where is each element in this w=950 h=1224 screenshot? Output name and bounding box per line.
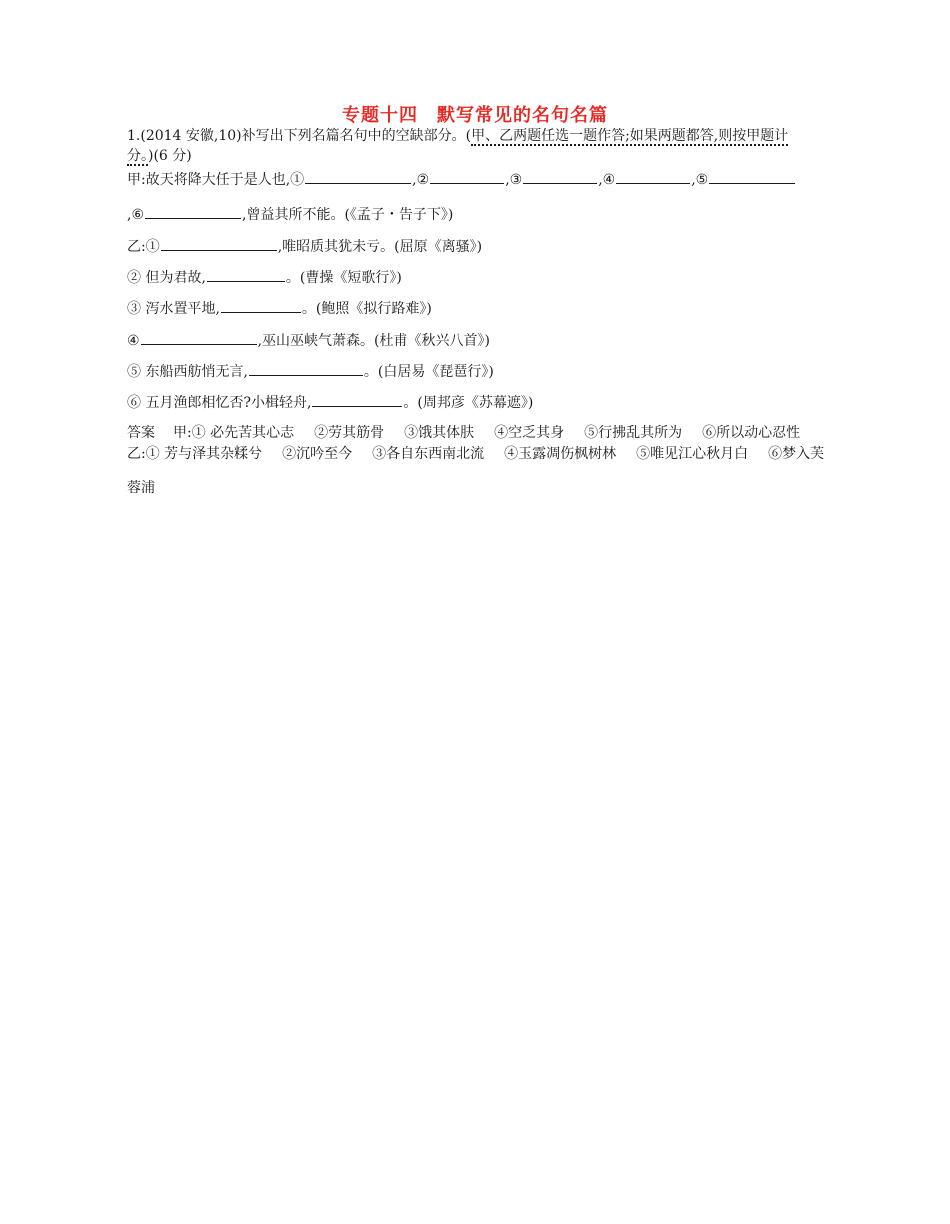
blank-marker-2: ② <box>416 172 430 188</box>
answer-item: ③各自东西南北流 <box>372 446 485 462</box>
question-suffix: )(6 分) <box>148 148 192 164</box>
fill-blank[interactable] <box>221 298 301 313</box>
yi-source: ,唯昭质其犹未亏。(屈原《离骚》) <box>277 239 483 255</box>
answer-item: ① 必先苦其心志 <box>191 425 295 441</box>
fill-blank[interactable] <box>161 236 277 251</box>
yi-line-4 <box>127 330 490 351</box>
question-line-2 <box>127 146 192 166</box>
yi-line-6 <box>127 392 533 413</box>
answer-line-1 <box>127 423 800 443</box>
jia-line-1: 甲:故天将降大任于是人也,① ,② ,③ ,④ ,⑤ <box>127 169 796 190</box>
answer-item: ②劳其筋骨 <box>314 425 385 441</box>
fill-blank-6[interactable] <box>145 204 241 219</box>
question-prefix: 1.(2014 安徽,10)补写出下列名篇名句中的空缺部分。( <box>127 128 472 144</box>
answer-item: ②沉吟至今 <box>282 446 353 462</box>
fill-blank-4[interactable] <box>616 169 690 184</box>
yi-line-1 <box>127 236 482 257</box>
yi-source: 。(白居易《琵琶行》) <box>363 364 494 380</box>
yi-prefix: 乙:① <box>127 239 160 255</box>
fill-blank[interactable] <box>207 267 285 282</box>
yi-line-2 <box>127 267 402 288</box>
answer-line-3 <box>127 478 155 498</box>
jia-source: ,曾益其所不能。(《孟子・告子下》) <box>242 207 454 223</box>
answer-label: 答案 <box>127 425 155 441</box>
yi-prefix: ④ <box>127 333 140 349</box>
answer-item: ⑤唯见江心秋月白 <box>636 446 749 462</box>
fill-blank-3[interactable] <box>523 169 597 184</box>
yi-prefix: ② 但为君故, <box>127 270 206 286</box>
jia-line-2 <box>127 204 453 225</box>
answer-yi-label: 乙: <box>127 446 146 462</box>
yi-line-5 <box>127 361 494 382</box>
blank-marker-4: ④ <box>602 172 616 188</box>
blank-marker-5: ⑤ <box>695 172 709 188</box>
yi-prefix: ⑥ 五月渔郎相忆否?小楫轻舟, <box>127 395 312 411</box>
question-line-1 <box>127 126 788 146</box>
answer-item: ③饿其体肤 <box>404 425 475 441</box>
question-emphasis-2: 分。 <box>127 148 148 164</box>
yi-source: 。(曹操《短歌行》) <box>285 270 402 286</box>
fill-blank-2[interactable] <box>430 169 504 184</box>
answer-item: ④玉露凋伤枫树林 <box>504 446 617 462</box>
yi-prefix: ③ 泻水置平地, <box>127 301 220 317</box>
answer-continuation: 蓉浦 <box>127 480 155 496</box>
yi-source: 。(鲍照《拟行路难》) <box>301 301 432 317</box>
answer-item: ① 芳与泽其杂糅兮 <box>145 446 263 462</box>
blank-marker-6: ,⑥ <box>127 207 145 223</box>
answer-line-2 <box>127 444 824 464</box>
fill-blank-5[interactable] <box>709 169 795 184</box>
fill-blank[interactable] <box>312 392 402 407</box>
jia-prefix: 甲:故天将降大任于是人也, <box>127 172 291 188</box>
yi-source: ,巫山巫峡气萧森。(杜甫《秋兴八首》) <box>257 333 490 349</box>
fill-blank[interactable] <box>141 330 257 345</box>
answer-item: ⑤行拂乱其所为 <box>584 425 683 441</box>
answer-item: ⑥所以动心忍性 <box>702 425 801 441</box>
answer-item: ⑥梦入芙 <box>768 446 825 462</box>
answer-jia-label: 甲: <box>173 425 192 441</box>
page-title: 专题十四 默写常见的名句名篇 <box>342 105 608 126</box>
blank-marker-3: ③ <box>509 172 523 188</box>
yi-line-3 <box>127 298 432 319</box>
answer-item: ④空乏其身 <box>494 425 565 441</box>
fill-blank-1[interactable] <box>305 169 411 184</box>
question-emphasis: 甲、乙两题任选一题作答;如果两题都答,则按甲题计 <box>471 128 789 144</box>
fill-blank[interactable] <box>249 361 363 376</box>
yi-prefix: ⑤ 东船西舫悄无言, <box>127 364 248 380</box>
blank-marker-1: ① <box>290 172 305 188</box>
yi-source: 。(周邦彦《苏幕遮》) <box>403 395 534 411</box>
